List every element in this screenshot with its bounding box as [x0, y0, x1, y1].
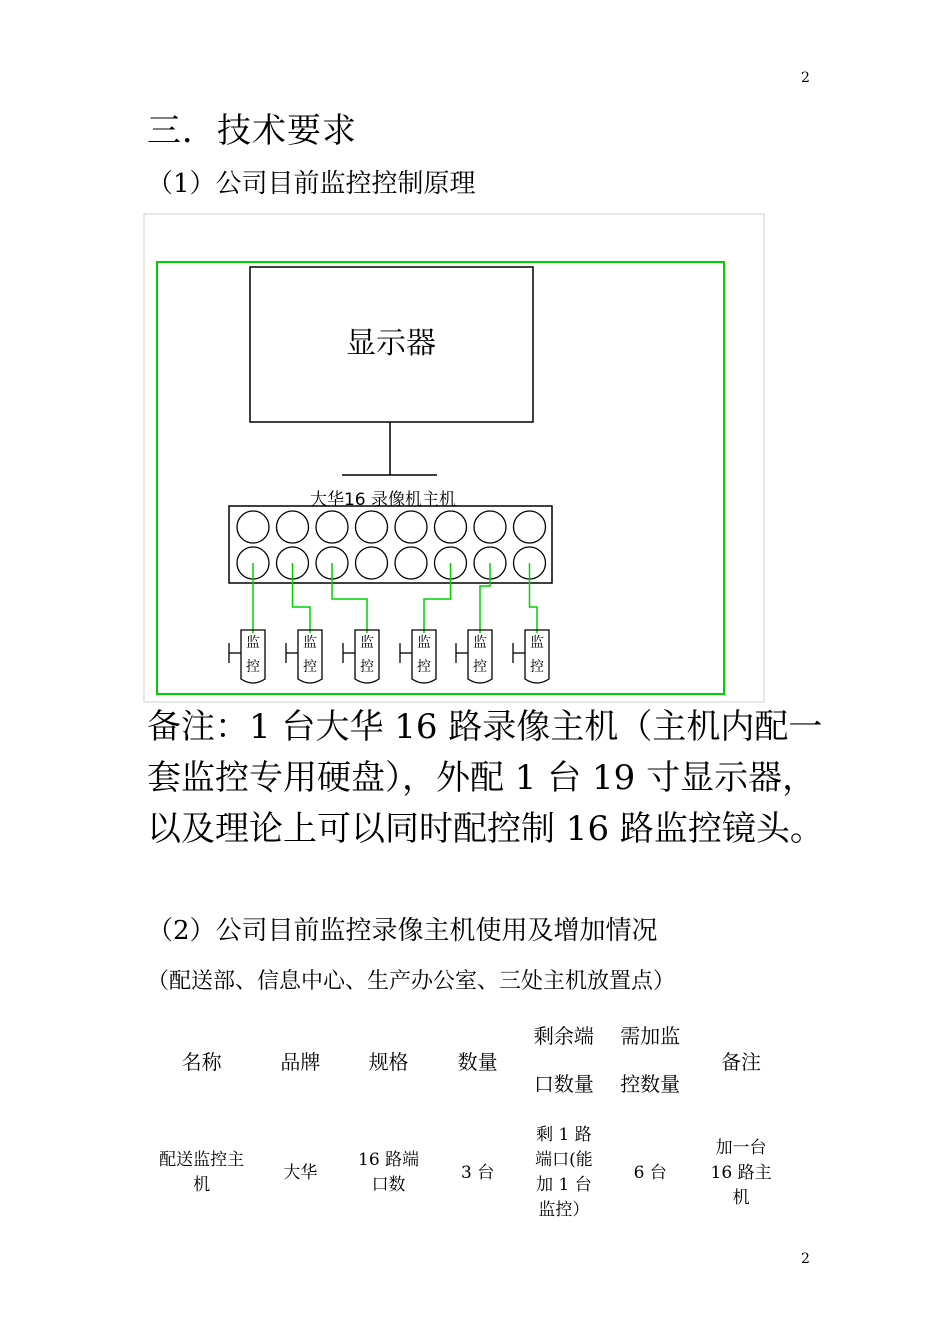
port-circle	[356, 511, 388, 543]
cell-spec-line1: 16 路端	[358, 1150, 420, 1170]
port-circle	[237, 511, 269, 543]
monitoring-diagram	[143, 213, 768, 705]
cell-name-line2: 机	[193, 1175, 211, 1195]
section-title: 三．技术要求	[147, 111, 357, 151]
cell-brand: 大华	[283, 1162, 318, 1183]
subheading-principle: （1）公司目前监控控制原理	[147, 169, 476, 199]
cell-remaining-line3: 加 1 台	[536, 1175, 592, 1195]
camera-label-bottom: 控	[246, 659, 260, 675]
camera-wire	[530, 563, 538, 633]
location-note: （配送部、信息中心、生产办公室、三处主机放置点）	[147, 969, 676, 994]
cell-note-line1: 加一台	[715, 1137, 767, 1158]
table-row	[147, 1108, 787, 1238]
cell-remaining	[523, 1108, 606, 1238]
camera-wire	[332, 563, 367, 633]
table-header-row	[147, 1012, 787, 1108]
display-label: 显示器	[346, 326, 436, 361]
camera-label-top: 监	[417, 635, 431, 651]
cell-needed: 6 台	[633, 1162, 667, 1183]
page-number-bottom: 2	[801, 1251, 810, 1267]
remark-line: 以及理论上可以同时配控制 16 路监控镜头。	[147, 809, 824, 849]
cell-note-line3: 机	[732, 1187, 750, 1208]
cell-spec-line2: 口数	[371, 1175, 406, 1195]
header-needed-line1: 需加监	[620, 1024, 681, 1048]
camera-label-bottom: 控	[303, 659, 317, 675]
header-brand: 品牌	[280, 1049, 321, 1074]
subheading-usage: （2）公司目前监控录像主机使用及增加情况	[147, 916, 658, 946]
diagram-frame	[144, 214, 764, 702]
system-boundary	[157, 262, 724, 694]
header-note: 备注	[721, 1049, 762, 1074]
header-name: 名称	[181, 1049, 222, 1074]
camera-icon	[400, 630, 436, 683]
port-circle	[395, 547, 427, 579]
camera-wire	[293, 563, 311, 633]
camera-label-top: 监	[360, 635, 374, 651]
cell-remaining-line4: 监控）	[538, 1200, 590, 1220]
camera-icon	[229, 630, 265, 683]
camera-icon	[286, 630, 322, 683]
remark-line: 套监控专用硬盘），外配 1 台 19 寸显示器，	[147, 758, 817, 798]
port-circle	[395, 511, 427, 543]
port-circle	[474, 511, 506, 543]
remark-line: 备注：1 台大华 16 路录像主机（主机内配一	[147, 707, 823, 747]
camera-label-top: 监	[530, 635, 544, 651]
cell-quantity: 3 台	[461, 1162, 495, 1183]
port-circle	[435, 511, 467, 543]
camera-label-top: 监	[303, 635, 317, 651]
port-circle	[514, 511, 546, 543]
camera-label-top: 监	[246, 635, 260, 651]
header-needed-cameras	[605, 1012, 695, 1108]
header-remaining-ports	[523, 1012, 606, 1108]
cell-note-line2: 16 路主	[710, 1162, 772, 1183]
camera-group	[229, 630, 549, 683]
header-quantity: 数量	[457, 1049, 498, 1074]
camera-label-bottom: 控	[417, 659, 431, 675]
cell-name	[147, 1108, 256, 1238]
camera-icon	[456, 630, 492, 683]
camera-label-bottom: 控	[473, 659, 487, 675]
cell-remaining-line2: 端口(能	[535, 1150, 593, 1170]
camera-icon	[513, 630, 549, 683]
camera-label-top: 监	[473, 635, 487, 651]
cell-note	[695, 1108, 787, 1238]
port-circle	[356, 547, 388, 579]
cell-name-line1: 配送监控主	[159, 1150, 245, 1170]
recorder-label: 大华16 录像机主机	[309, 490, 457, 510]
header-needed-line2: 控数量	[620, 1072, 681, 1096]
camera-wire	[480, 563, 490, 633]
port-circle	[277, 511, 309, 543]
camera-label-bottom: 控	[530, 659, 544, 675]
remark-paragraph	[147, 702, 827, 855]
cell-remaining-line1: 剩 1 路	[536, 1125, 592, 1145]
camera-wires	[253, 563, 537, 633]
header-remaining-line2: 口数量	[533, 1072, 594, 1096]
page-number-top: 2	[801, 70, 810, 86]
header-spec: 规格	[368, 1049, 409, 1074]
camera-wire	[424, 563, 451, 633]
recorder-ports	[237, 511, 546, 579]
camera-icon	[343, 630, 379, 683]
port-circle	[316, 511, 348, 543]
camera-label-bottom: 控	[360, 659, 374, 675]
equipment-table	[147, 1012, 787, 1238]
header-remaining-line1: 剩余端	[533, 1024, 594, 1048]
cell-spec	[344, 1108, 432, 1238]
